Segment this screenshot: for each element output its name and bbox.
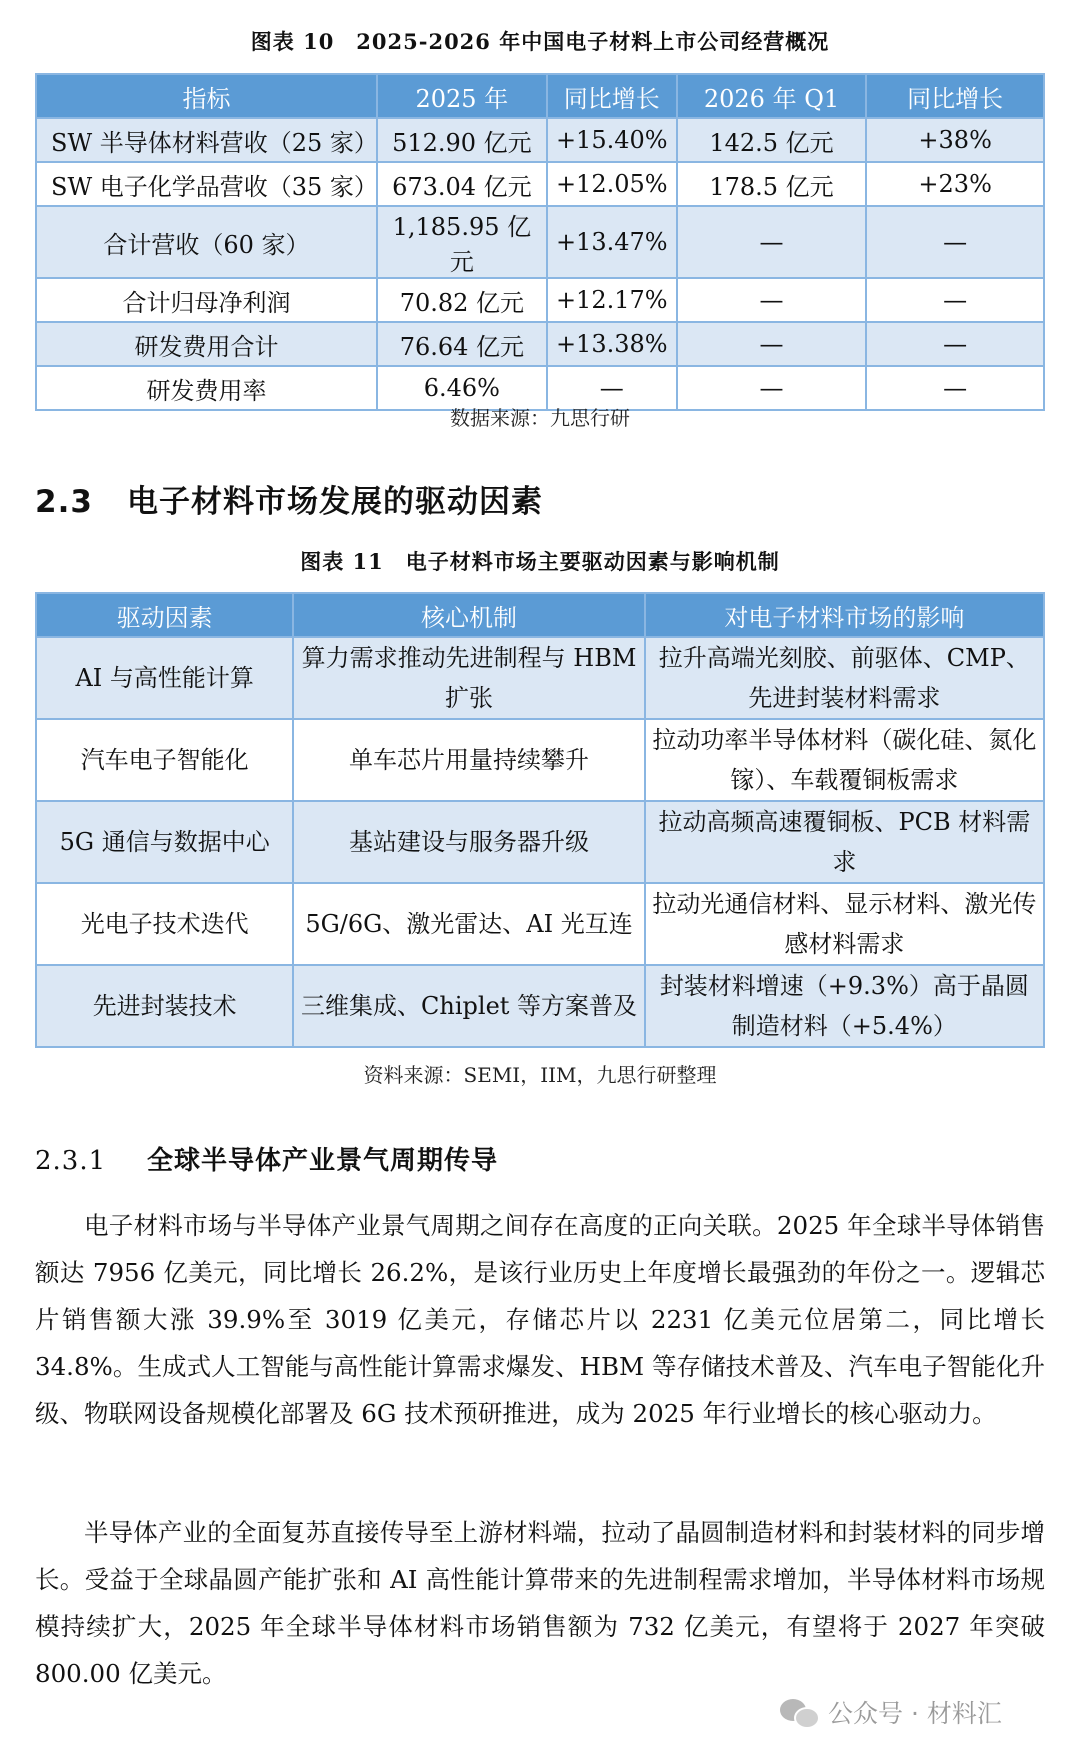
table-cell: —	[547, 366, 677, 410]
section-number: 2.3	[35, 484, 93, 520]
table-row	[36, 278, 1044, 322]
body-paragraph: 电子材料市场与半导体产业景气周期之间存在高度的正向关联。2025 年全球半导体销售额达 7956 亿美元，同比增长 26.2%，是该行业历史上年度增长最强劲的年份之一。逻辑芯片销售额大涨 39.9%至 3019 亿美元，存储芯片以 2231 亿美元位居第二，同比增长 34.8%。生成式人工智能与高性能计算需求爆发、HBM 等存储技术普及、汽车电子智能化升级、物联网设备规模化部署及 6G 技术预研推进，成为 2025 年行业增长的核心驱动力。	[35, 1211, 1045, 1428]
column-header: 对电子材料市场的影响	[645, 593, 1044, 637]
drivers-table	[35, 592, 1045, 1048]
column-header: 核心机制	[293, 593, 644, 637]
watermark	[780, 1692, 1002, 1732]
table-cell: +13.47%	[547, 206, 677, 278]
table-row	[36, 206, 1044, 278]
operating-overview-table	[35, 73, 1045, 411]
column-header: 同比增长	[866, 74, 1044, 118]
subsection-title: 全球半导体产业景气周期传导	[147, 1146, 499, 1176]
table-cell: 封装材料增速（+9.3%）高于晶圆制造材料（+5.4%）	[645, 965, 1044, 1047]
table-10-source: 数据来源：九思行研	[450, 406, 630, 430]
table-10-caption: 图表 10 2025-2026 年中国电子材料上市公司经营概况	[250, 29, 830, 54]
column-header: 2026 年 Q1	[677, 74, 867, 118]
column-header: 指标	[36, 74, 377, 118]
table-row	[36, 719, 1044, 801]
table-cell: 178.5 亿元	[677, 162, 867, 206]
table-row	[36, 322, 1044, 366]
table-cell: 算力需求推动先进制程与 HBM 扩张	[293, 637, 644, 719]
table-cell: 先进封装技术	[36, 965, 293, 1047]
table-row	[36, 965, 1044, 1047]
table-cell: 研发费用合计	[36, 322, 377, 366]
table-cell: 三维集成、Chiplet 等方案普及	[293, 965, 644, 1047]
table-cell: 单车芯片用量持续攀升	[293, 719, 644, 801]
table-cell: 汽车电子智能化	[36, 719, 293, 801]
section-heading	[35, 476, 543, 521]
table-11-caption: 图表 11 电子材料市场主要驱动因素与影响机制	[300, 549, 780, 574]
table-cell: —	[866, 366, 1044, 410]
table-cell: 光电子技术迭代	[36, 883, 293, 965]
table-cell: 142.5 亿元	[677, 118, 867, 162]
table-row	[36, 801, 1044, 883]
table-cell: 研发费用率	[36, 366, 377, 410]
table-cell: +23%	[866, 162, 1044, 206]
body-paragraph: 半导体产业的全面复苏直接传导至上游材料端，拉动了晶圆制造材料和封装材料的同步增长。受益于全球晶圆产能扩张和 AI 高性能计算带来的先进制程需求增加，半导体材料市场规模持续扩大，2025 年全球半导体材料市场销售额为 732 亿美元，有望将于 2027 年突破 800.00 亿美元。	[35, 1518, 1045, 1688]
table-cell: —	[677, 366, 867, 410]
table-cell: 673.04 亿元	[377, 162, 547, 206]
table-cell: 5G/6G、激光雷达、AI 光互连	[293, 883, 644, 965]
column-header: 2025 年	[377, 74, 547, 118]
table-cell: —	[866, 322, 1044, 366]
subsection-heading	[35, 1140, 498, 1177]
table-cell: +13.38%	[547, 322, 677, 366]
section-title: 电子材料市场发展的驱动因素	[127, 484, 543, 520]
table-row	[36, 118, 1044, 162]
table-cell: 基站建设与服务器升级	[293, 801, 644, 883]
table-cell: AI 与高性能计算	[36, 637, 293, 719]
table-cell: —	[866, 206, 1044, 278]
subsection-number: 2.3.1	[35, 1146, 107, 1176]
table-header-row	[36, 593, 1044, 637]
table-cell: 512.90 亿元	[377, 118, 547, 162]
watermark-text: 公众号 · 材料汇	[828, 1699, 1002, 1728]
table-cell: 6.46%	[377, 366, 547, 410]
table-cell: 拉动功率半导体材料（碳化硅、氮化镓）、车载覆铜板需求	[645, 719, 1044, 801]
column-header: 同比增长	[547, 74, 677, 118]
table-11-source: 资料来源：SEMI，IIM，九思行研整理	[363, 1063, 717, 1087]
table-cell: 1,185.95 亿元	[377, 206, 547, 278]
table-cell: +38%	[866, 118, 1044, 162]
table-header-row	[36, 74, 1044, 118]
table-cell: +15.40%	[547, 118, 677, 162]
table-cell: +12.17%	[547, 278, 677, 322]
table-cell: —	[677, 206, 867, 278]
table-cell: +12.05%	[547, 162, 677, 206]
table-cell: —	[677, 278, 867, 322]
table-cell: 70.82 亿元	[377, 278, 547, 322]
table-cell: 5G 通信与数据中心	[36, 801, 293, 883]
table-cell: SW 电子化学品营收（35 家）	[36, 162, 377, 206]
table-cell: —	[677, 322, 867, 366]
table-cell: —	[866, 278, 1044, 322]
table-cell: 76.64 亿元	[377, 322, 547, 366]
table-cell: 拉升高端光刻胶、前驱体、CMP、先进封装材料需求	[645, 637, 1044, 719]
table-cell: 拉动光通信材料、显示材料、激光传感材料需求	[645, 883, 1044, 965]
table-cell: 合计营收（60 家）	[36, 206, 377, 278]
wechat-icon	[780, 1697, 818, 1727]
table-row	[36, 162, 1044, 206]
column-header: 驱动因素	[36, 593, 293, 637]
table-cell: SW 半导体材料营收（25 家）	[36, 118, 377, 162]
table-row	[36, 883, 1044, 965]
table-cell: 合计归母净利润	[36, 278, 377, 322]
table-cell: 拉动高频高速覆铜板、PCB 材料需求	[645, 801, 1044, 883]
table-row	[36, 637, 1044, 719]
